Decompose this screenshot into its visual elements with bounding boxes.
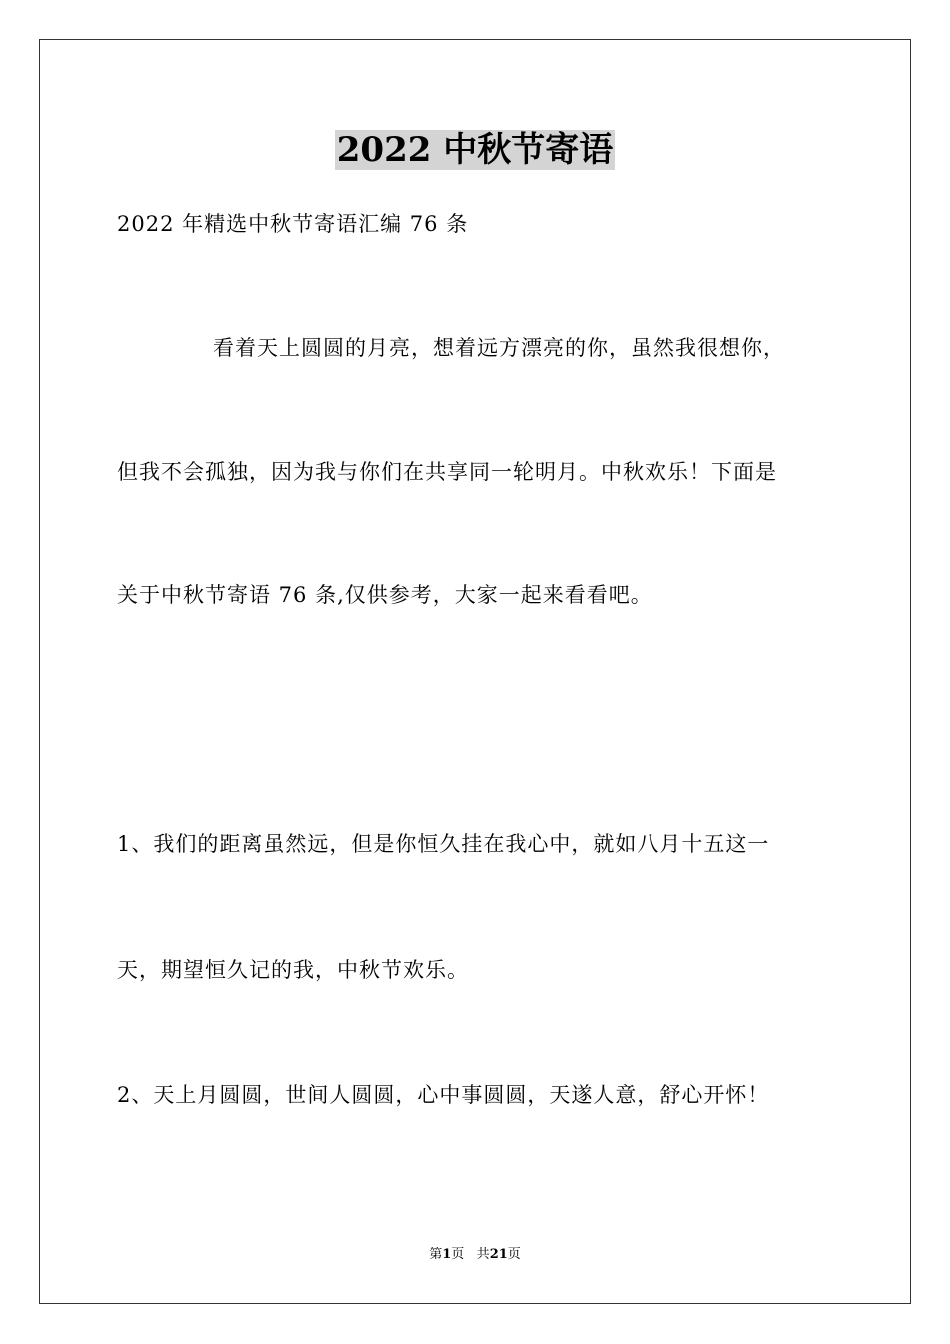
item-1-line-2: 天，期望恒久记的我，中秋节欢乐。 — [117, 958, 469, 982]
intro-line-3: 关于中秋节寄语 76 条,仅供参考，大家一起来看看吧。 — [117, 583, 653, 607]
document-title — [0, 128, 950, 172]
intro-line-2: 但我不会孤独，因为我与你们在共享同一轮明月。中秋欢乐！下面是 — [117, 460, 777, 484]
total-pages: 21 — [489, 1247, 508, 1262]
page-number: 1 — [442, 1247, 452, 1262]
intro-line-1: 看着天上圆圆的月亮，想着远方漂亮的你，虽然我很想你， — [213, 336, 785, 360]
total-prefix: 共 — [476, 1247, 490, 1262]
title-text: 2022 中秋节寄语 — [336, 130, 614, 170]
page-prefix: 第 — [429, 1247, 443, 1262]
subtitle: 2022 年精选中秋节寄语汇编 76 条 — [117, 212, 469, 236]
total-suffix: 页 — [507, 1247, 521, 1262]
item-1-line-1: 1、我们的距离虽然远，但是你恒久挂在我心中，就如八月十五这一 — [117, 832, 770, 856]
item-2-line-1: 2、天上月圆圆，世间人圆圆，心中事圆圆，天遂人意，舒心开怀！ — [117, 1083, 770, 1107]
page-footer — [0, 1246, 950, 1264]
page-suffix: 页 — [451, 1247, 465, 1262]
